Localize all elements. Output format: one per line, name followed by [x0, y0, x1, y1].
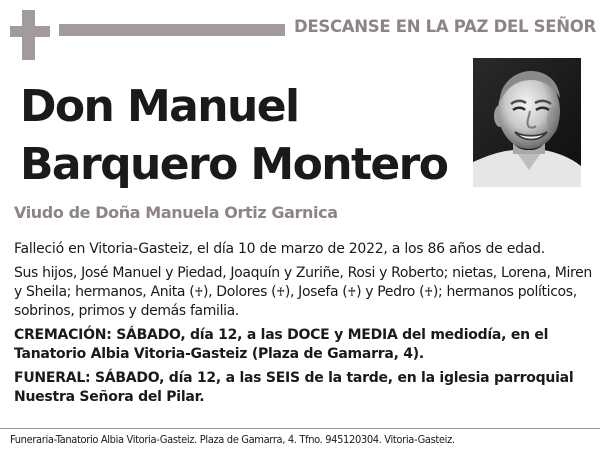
- portrait-photo: [473, 58, 581, 187]
- cross-icon: [10, 10, 50, 60]
- family-text-part1: Sus hijos, José Manuel y Piedad, Joaquín y Zuriñe, Rosi y Roberto; nietas, Lorena, Miren y Sheila; hermanos, Anita (: [14, 265, 592, 300]
- header-label: DESCANSE EN LA PAZ DEL SEÑOR: [294, 17, 596, 36]
- deceased-name-line1: Don Manuel: [20, 81, 299, 132]
- family-text-part3: ), Josefa (: [284, 284, 348, 300]
- deceased-cross-icon: ♰: [347, 285, 357, 299]
- widower-of-line: Viudo de Doña Manuela Ortiz Garnica: [14, 203, 338, 222]
- family-text-part5: ); hermanos políticos, sobrinos, primos y demás familia.: [14, 284, 577, 319]
- deceased-name: [20, 78, 447, 194]
- header-rule: [59, 24, 285, 36]
- notice-body: [14, 240, 594, 412]
- deceased-cross-icon: ♰: [424, 285, 433, 299]
- footer-rule: [0, 428, 600, 429]
- portrait-image: [473, 58, 581, 187]
- funeral-paragraph: FUNERAL: SÁBADO, día 12, a las SEIS de la tarde, en la iglesia parroquial Nuestra Señora del Pilar.: [14, 370, 574, 405]
- family-paragraph: [14, 264, 594, 321]
- deceased-cross-icon: ♰: [276, 285, 285, 299]
- family-text-part4: ) y Pedro (: [356, 284, 425, 300]
- deceased-cross-icon: ♰: [194, 285, 203, 299]
- footer-text: Funeraria-Tanatorio Albia Vitoria-Gasteiz. Plaza de Gamarra, 4. Tfno. 945120304. Vitoria-Gasteiz.: [10, 433, 455, 446]
- cremation-paragraph: CREMACIÓN: SÁBADO, día 12, a las DOCE y MEDIA del mediodía, en el Tanatorio Albia Vitoria-Gasteiz (Plaza de Gamarra, 4).: [14, 327, 549, 362]
- death-paragraph: Falleció en Vitoria-Gasteiz, el día 10 de marzo de 2022, a los 86 años de edad.: [14, 241, 545, 257]
- deceased-name-line2: Barquero Montero: [20, 139, 448, 190]
- family-text-part2: ), Dolores (: [203, 284, 277, 300]
